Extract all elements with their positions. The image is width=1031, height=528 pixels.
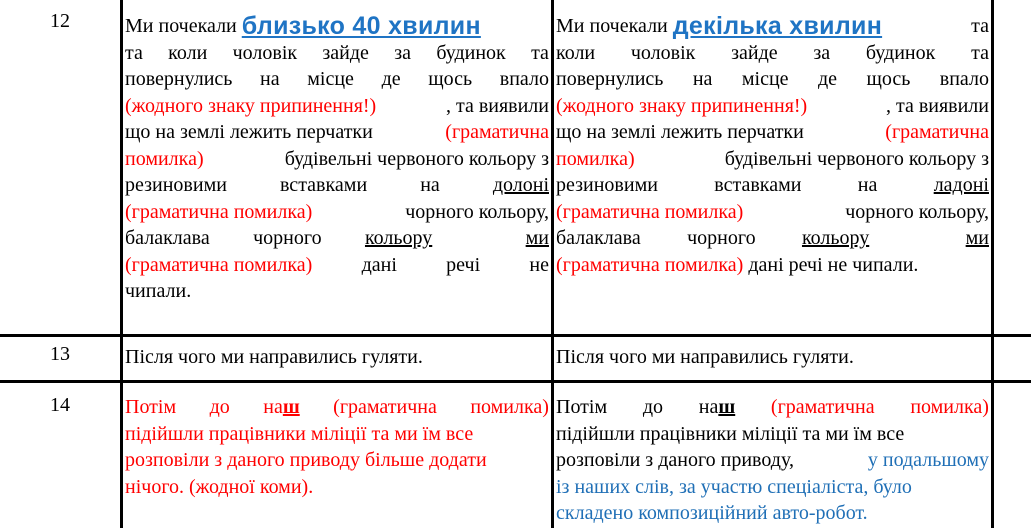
word: дані (361, 253, 397, 276)
error-note: (жодного знаку припинення!) (556, 94, 808, 117)
row-12-original-text (125, 13, 549, 305)
highlighted-duration: декілька хвилин (672, 12, 883, 40)
table-border-right (991, 0, 994, 528)
word: будинок (865, 41, 936, 64)
text-fragment: розповіли з даного приводу, (556, 449, 794, 471)
word: балаклава (125, 227, 210, 249)
underlined-word: ладоні (933, 174, 989, 196)
row-12-corrected-text (556, 13, 989, 278)
word: коли (168, 41, 208, 64)
text-fragment: нічого. (жодної коми). (125, 475, 314, 498)
text-fragment: чорного кольору, (845, 200, 989, 223)
text-fragment: Ми почекали (125, 15, 237, 37)
error-note: (граматична (885, 121, 989, 143)
word: на (260, 68, 280, 90)
error-note: помилка) (125, 147, 204, 170)
word: та (531, 41, 549, 64)
word: де (381, 68, 401, 90)
word: резиновими (556, 174, 658, 196)
underlined-word: долоні (492, 174, 549, 196)
word: зайде (322, 41, 369, 64)
row-13-corrected-text: Після чого ми направились гуляти. (556, 346, 854, 368)
word: чоловік (630, 41, 696, 64)
row-13-original-text: Після чого ми направились гуляти. (125, 346, 423, 368)
highlighted-letter: ш (718, 396, 736, 418)
error-note: (граматична помилка) (556, 253, 744, 276)
error-note: (граматична (445, 121, 549, 143)
word: до (642, 396, 664, 418)
text-fragment: Ми почекали (556, 15, 668, 37)
row-number: 12 (50, 10, 70, 32)
word: до (209, 396, 230, 418)
word: щось (866, 68, 911, 90)
text-fragment: підійшли працівники міліції та ми їм все (556, 422, 905, 445)
word: Потім (556, 396, 608, 418)
word: помилка) (470, 396, 549, 418)
text-fragment: чипали. (125, 280, 192, 302)
word: місце (741, 68, 789, 90)
text-fragment: що на землі лежить перчатки (556, 121, 804, 143)
word: впало (499, 68, 549, 90)
underlined-word: ми (965, 227, 989, 249)
row-number: 13 (50, 343, 70, 365)
word: (граматична (333, 396, 437, 418)
text-fragment: дані речі не чипали. (748, 253, 919, 276)
word: чорного (253, 227, 322, 249)
word: на (263, 396, 283, 418)
word: на (420, 174, 440, 196)
text-fragment: чорного кольору, (405, 200, 549, 223)
word: впало (939, 68, 989, 90)
word: вставками (714, 174, 802, 196)
text-fragment: розповіли з даного приводу більше додати (125, 449, 487, 471)
text-fragment: підійшли працівники міліції та ми їм все (125, 422, 474, 445)
word: на (857, 174, 878, 196)
underlined-word: ми (525, 227, 549, 249)
word: речі (446, 253, 481, 276)
underlined-word: кольору (364, 227, 433, 249)
error-note: (граматична помилка) (125, 253, 313, 276)
row-14-corrected-text (556, 394, 989, 527)
word: за (813, 41, 831, 64)
word: резиновими (125, 174, 227, 196)
word: не (529, 253, 549, 276)
row-number: 14 (50, 394, 70, 416)
text-fragment: будівельні червоного кольору з (284, 147, 549, 170)
word: щось (428, 68, 473, 90)
word: чоловік (232, 41, 298, 64)
error-note: (граматична помилка) (125, 200, 313, 223)
word: місце (307, 68, 354, 90)
word: вставками (279, 174, 368, 196)
word: чорного (687, 227, 756, 249)
row-14-original-text (125, 394, 549, 500)
word: де (817, 68, 838, 90)
table-border-middle (551, 0, 554, 528)
error-note: помилка) (556, 147, 635, 170)
error-note: (граматична (770, 396, 875, 418)
word: за (394, 41, 412, 64)
word: зайде (731, 41, 778, 64)
added-text: у подальшому (867, 449, 989, 471)
word: коли (556, 41, 596, 64)
table-border-row-13-top (0, 334, 1031, 337)
added-text: складено композиційний авто-робот. (556, 502, 868, 524)
text-fragment: , та виявили (445, 94, 549, 117)
word: та (971, 41, 989, 64)
word: та (125, 41, 143, 64)
highlighted-duration: близько 40 хвилин (241, 12, 481, 40)
word: на (692, 68, 713, 90)
underlined-word: кольору (801, 227, 870, 249)
text-fragment: , та виявили (885, 94, 989, 117)
text-fragment: що на землі лежить перчатки (125, 121, 373, 143)
error-note: помилка) (910, 396, 989, 418)
word: балаклава (556, 227, 641, 249)
word: будинок (436, 41, 506, 64)
word: повернулись (125, 68, 233, 90)
table-border-left-column (120, 0, 123, 528)
word: та (971, 15, 989, 37)
word: на (698, 396, 719, 418)
error-note: (жодного знаку припинення!) (125, 94, 377, 117)
word: Потім (125, 396, 177, 418)
text-fragment: будівельні червоного кольору з (724, 147, 989, 170)
table-border-row-14-top (0, 380, 1031, 383)
highlighted-letter: ш (282, 396, 300, 418)
added-text: із наших слів, за участю спеціаліста, було (556, 475, 912, 498)
word: повернулись (556, 68, 664, 90)
error-note: (граматична помилка) (556, 200, 744, 223)
